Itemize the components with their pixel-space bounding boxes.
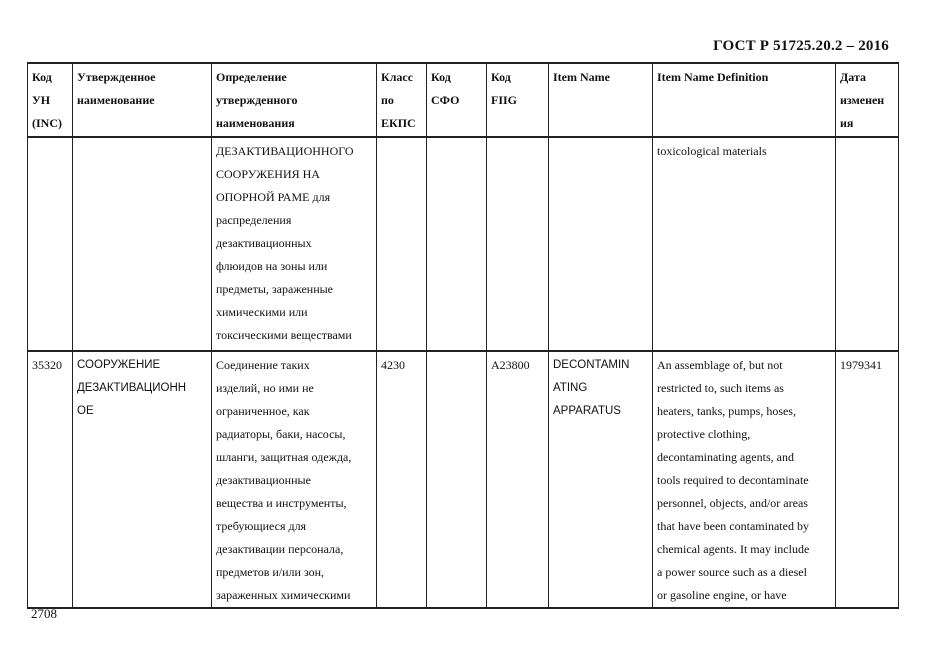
table-row [28,137,899,351]
column-header-approved-name: Утвержденное наименование [73,63,212,137]
column-header-definition: Определение утвержденного наименования [212,63,377,137]
cell-date: 1979341 [836,351,899,608]
column-header-inc: Код УН (INC) [28,63,73,137]
cell-fiig-code: A23800 [487,351,549,608]
cell-item-name [549,137,653,351]
cell-definition: ДЕЗАКТИВАЦИОННОГО СООРУЖЕНИЯ НА ОПОРНОЙ РАМЕ для распределения дезактивационных флюидов на зоны или предметы, зараженные химическими или токсическими веществами [212,137,377,351]
cell-ekps-class: 4230 [377,351,427,608]
cell-code [28,137,73,351]
cell-ekps-class [377,137,427,351]
column-header-ekps-class: Класс по ЕКПС [377,63,427,137]
cell-item-definition: toxicological materials [653,137,836,351]
cell-date [836,137,899,351]
column-header-item-definition: Item Name Definition [653,63,836,137]
table-header [28,63,899,137]
cell-fiig-code [487,137,549,351]
document-header: ГОСТ Р 51725.20.2 – 2016 [713,38,889,54]
cell-name: СООРУЖЕНИЕ ДЕЗАКТИВАЦИОНН ОЕ [73,351,212,608]
column-header-fiig-code: Код FIIG [487,63,549,137]
table-row [28,351,899,608]
column-header-sfo-code: Код СФО [427,63,487,137]
cell-sfo-code [427,137,487,351]
cell-definition: Соединение таких изделий, но ими не ограниченное, как радиаторы, баки, насосы, шланги, защитная одежда, дезактивационные вещества и инструменты, требующиеся для дезактивации персонала, предметов и/или зон, зараженных химическими [212,351,377,608]
page-number: 2708 [31,606,57,621]
cell-item-definition: An assemblage of, but not restricted to, such items as heaters, tanks, pumps, hoses, protective clothing, decontaminating agents, and tools required to decontaminate personnel, objects, and/or areas that have been contaminated by chemical agents. It may include a power source such as a diesel or gasoline engine, or have [653,351,836,608]
cell-sfo-code [427,351,487,608]
cell-item-name: DECONTAMIN ATING APPARATUS [549,351,653,608]
cell-code: 35320 [28,351,73,608]
catalog-table [27,62,899,609]
cell-name [73,137,212,351]
column-header-item-name: Item Name [549,63,653,137]
column-header-change-date: Дата изменен ия [836,63,899,137]
